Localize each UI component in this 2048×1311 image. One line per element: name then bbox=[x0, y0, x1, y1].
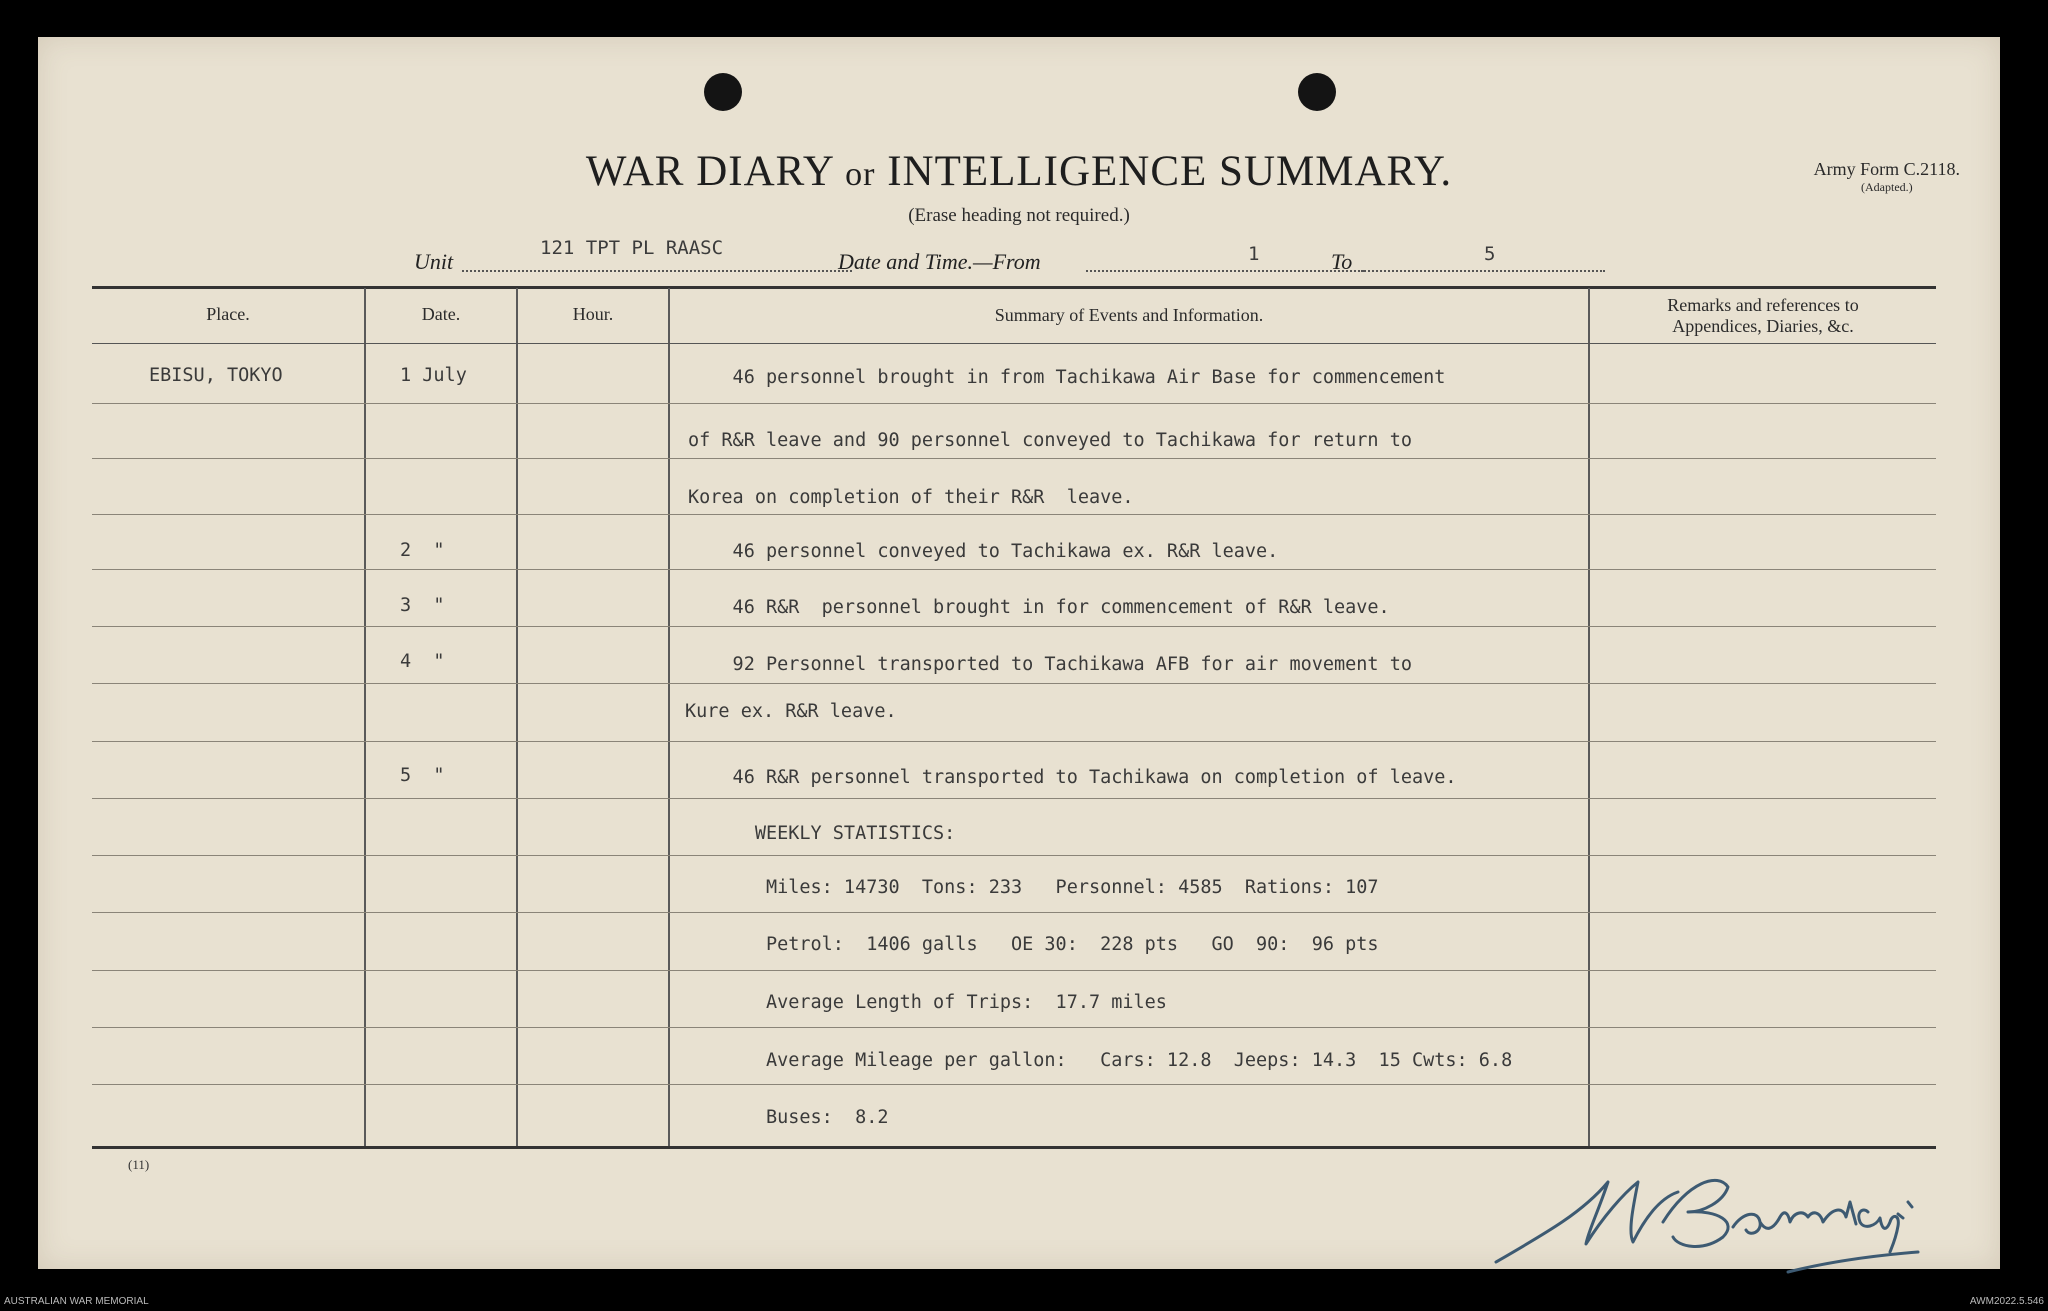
unit-label: Unit bbox=[414, 249, 454, 274]
row-rule bbox=[92, 403, 1936, 404]
date-cell: 4 " bbox=[400, 651, 445, 672]
unit-value: 121 TPT PL RAASC bbox=[540, 237, 724, 259]
column-divider bbox=[668, 288, 670, 1146]
column-header-remarks: Remarks and references to Appendices, Diaries, &c. bbox=[1667, 295, 1859, 336]
form-identifier: Army Form C.2118. (Adapted.) bbox=[1813, 159, 1960, 194]
summary-cell: 46 R&R personnel transported to Tachikawa on completion of leave. bbox=[688, 767, 1457, 788]
row-rule bbox=[92, 798, 1936, 799]
page-number: (11) bbox=[128, 1157, 150, 1172]
summary-cell: 92 Personnel transported to Tachikawa AFB for air movement to bbox=[688, 654, 1412, 675]
header-rule bbox=[92, 343, 1936, 344]
handwritten-signature bbox=[1488, 1152, 1938, 1282]
page-title: WAR DIARY or INTELLIGENCE SUMMARY. bbox=[585, 148, 1453, 195]
column-divider bbox=[516, 288, 518, 1146]
row-rule bbox=[92, 1084, 1936, 1085]
place-cell: EBISU, TOKYO bbox=[149, 365, 283, 386]
unit-dotted-line bbox=[462, 270, 852, 272]
date-cell: 5 " bbox=[400, 765, 445, 786]
summary-cell: 46 personnel brought in from Tachikawa Air Base for commencement bbox=[688, 367, 1446, 388]
punch-hole-left bbox=[704, 73, 742, 111]
row-rule bbox=[92, 741, 1936, 742]
row-rule bbox=[92, 855, 1936, 856]
diary-sheet bbox=[38, 37, 2000, 1269]
row-rule bbox=[92, 1027, 1936, 1028]
column-header-date: Date. bbox=[421, 304, 461, 324]
row-rule bbox=[92, 458, 1936, 459]
row-rule bbox=[92, 569, 1936, 570]
table-bottom-rule bbox=[92, 1146, 1936, 1149]
summary-cell: of R&R leave and 90 personnel conveyed to Tachikawa for return to bbox=[688, 430, 1412, 451]
summary-cell: Average Mileage per gallon: Cars: 12.8 Jeeps: 14.3 15 Cwts: 6.8 bbox=[688, 1050, 1513, 1071]
date-cell: 1 July bbox=[400, 365, 467, 386]
row-rule bbox=[92, 683, 1936, 684]
row-rule bbox=[92, 514, 1936, 515]
row-rule bbox=[92, 970, 1936, 971]
summary-cell: 46 R&R personnel brought in for commencement of R&R leave. bbox=[688, 597, 1390, 618]
summary-cell: 46 personnel conveyed to Tachikawa ex. R&R leave. bbox=[688, 541, 1279, 562]
row-rule bbox=[92, 912, 1936, 913]
row-rule bbox=[92, 626, 1936, 627]
summary-cell: Korea on completion of their R&R leave. bbox=[688, 487, 1134, 508]
to-dotted-line bbox=[1361, 270, 1605, 272]
summary-cell: Kure ex. R&R leave. bbox=[685, 701, 897, 722]
from-dotted-line bbox=[1086, 270, 1364, 272]
archive-credit-right: AWM2022.5.546 bbox=[1969, 1296, 2044, 1307]
column-header-place: Place. bbox=[206, 304, 250, 324]
column-header-summary: Summary of Events and Information. bbox=[994, 305, 1264, 325]
date-cell: 3 " bbox=[400, 595, 445, 616]
page-subtitle: (Erase heading not required.) bbox=[908, 205, 1130, 226]
summary-cell: Petrol: 1406 galls OE 30: 228 pts GO 90: 96 pts bbox=[688, 934, 1379, 955]
summary-cell: Miles: 14730 Tons: 233 Personnel: 4585 Rations: 107 bbox=[688, 877, 1379, 898]
archive-credit-left: AUSTRALIAN WAR MEMORIAL bbox=[4, 1296, 149, 1307]
column-header-hour: Hour. bbox=[572, 304, 614, 324]
to-label: To bbox=[1331, 249, 1353, 274]
from-value: 1 bbox=[1248, 243, 1260, 265]
date-time-label: Date and Time.—From bbox=[838, 249, 1041, 274]
column-divider bbox=[1588, 288, 1590, 1146]
summary-cell: Buses: 8.2 bbox=[688, 1107, 889, 1128]
column-divider bbox=[364, 288, 366, 1146]
punch-hole-right bbox=[1298, 73, 1336, 111]
summary-cell: Average Length of Trips: 17.7 miles bbox=[688, 992, 1167, 1013]
table-top-rule bbox=[92, 286, 1936, 289]
to-value: 5 bbox=[1484, 243, 1496, 265]
date-cell: 2 " bbox=[400, 540, 445, 561]
summary-cell: WEEKLY STATISTICS: bbox=[688, 823, 956, 844]
